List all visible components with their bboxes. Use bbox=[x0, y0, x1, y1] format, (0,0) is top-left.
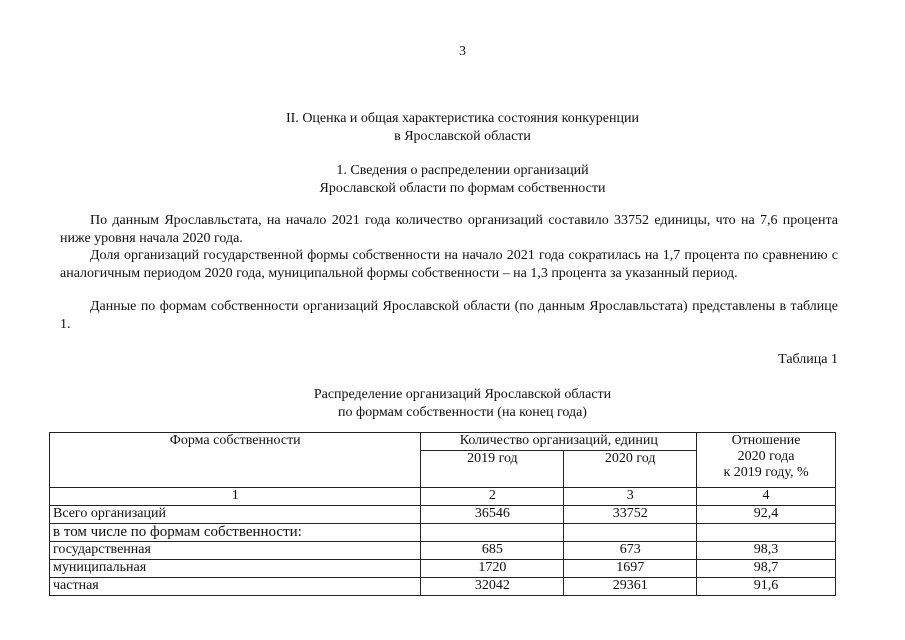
header-ratio-line3: к 2019 году, % bbox=[723, 465, 809, 480]
header-ratio bbox=[697, 433, 836, 488]
value-2019: 36546 bbox=[421, 506, 564, 524]
value-ratio: 98,3 bbox=[697, 542, 836, 560]
table-title-line1: Распределение организаций Ярославской области bbox=[313, 387, 612, 402]
row-label: государственная bbox=[50, 542, 421, 560]
col-number-3: 3 bbox=[564, 488, 697, 506]
empty-cell bbox=[421, 524, 564, 542]
table-row-municipal bbox=[50, 560, 836, 578]
value-2020: 29361 bbox=[564, 578, 697, 596]
table-row-total bbox=[50, 506, 836, 524]
subsection-title-line1: 1. Сведения о распределении организаций bbox=[336, 163, 589, 178]
table-title bbox=[0, 386, 905, 422]
value-2020: 33752 bbox=[564, 506, 697, 524]
value-2019: 685 bbox=[421, 542, 564, 560]
col-number-4: 4 bbox=[697, 488, 836, 506]
table-numbering-row bbox=[50, 488, 836, 506]
subsection-title bbox=[0, 162, 905, 198]
value-2020: 673 bbox=[564, 542, 697, 560]
subsection-title-line2: Ярославской области по формам собственности bbox=[319, 181, 606, 196]
paragraph-2 bbox=[60, 247, 838, 283]
section-title-line2: в Ярославской области bbox=[394, 129, 531, 144]
paragraph-3 bbox=[60, 298, 838, 334]
row-label: муниципальная bbox=[50, 560, 421, 578]
header-form: Форма собственности bbox=[50, 433, 421, 488]
value-ratio: 98,7 bbox=[697, 560, 836, 578]
value-2019: 1720 bbox=[421, 560, 564, 578]
ownership-table bbox=[49, 432, 836, 596]
paragraph-3-text: Данные по формам собственности организаций Ярославской области (по данным Ярославльстата) представлены в таблице 1. bbox=[60, 299, 838, 332]
table-row-including bbox=[50, 524, 836, 542]
empty-cell bbox=[697, 524, 836, 542]
page-number: 3 bbox=[459, 44, 466, 59]
row-label: частная bbox=[50, 578, 421, 596]
value-2020: 1697 bbox=[564, 560, 697, 578]
row-label: Всего организаций bbox=[50, 506, 421, 524]
col-number-1: 1 bbox=[50, 488, 421, 506]
value-ratio: 92,4 bbox=[697, 506, 836, 524]
paragraph-1 bbox=[60, 212, 838, 248]
table-header-row bbox=[50, 433, 836, 451]
table-label: Таблица 1 bbox=[778, 352, 838, 367]
header-ratio-line2: 2020 года bbox=[737, 449, 795, 464]
paragraph-1-text: По данным Ярославльстата, на начало 2021 года количество организаций составило 33752 единицы, что на 7,6 процента ниже уровня начала 2020 года. bbox=[60, 213, 838, 246]
header-2020: 2020 год bbox=[564, 451, 697, 488]
col-number-2: 2 bbox=[421, 488, 564, 506]
table-row-private bbox=[50, 578, 836, 596]
row-label: в том числе по формам собственности: bbox=[50, 524, 421, 542]
section-title-line1: II. Оценка и общая характеристика состояния конкуренции bbox=[286, 111, 639, 126]
header-ratio-line1: Отношение bbox=[731, 433, 801, 448]
header-2019: 2019 год bbox=[421, 451, 564, 488]
table-row-state bbox=[50, 542, 836, 560]
section-title bbox=[0, 110, 905, 146]
header-count: Количество организаций, единиц bbox=[421, 433, 697, 451]
table-title-line2: по формам собственности (на конец года) bbox=[338, 405, 587, 420]
empty-cell bbox=[564, 524, 697, 542]
paragraph-2-text: Доля организаций государственной формы собственности на начало 2021 года сократилась на 1,7 процента по сравнению с аналогичным периодом 2020 года, муниципальной формы собственности – на 1,3 процента за указанный период. bbox=[60, 248, 838, 281]
value-2019: 32042 bbox=[421, 578, 564, 596]
value-ratio: 91,6 bbox=[697, 578, 836, 596]
